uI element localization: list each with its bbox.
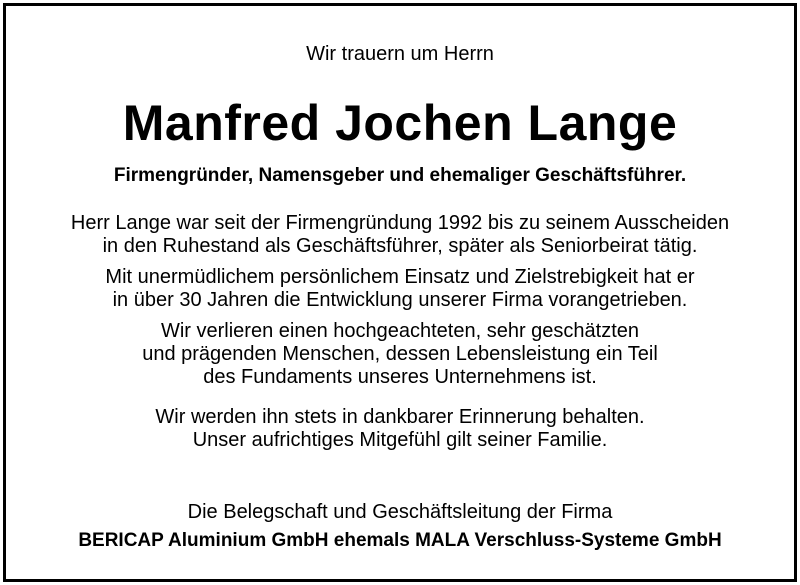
signature-line: Die Belegschaft und Geschäftsleitung der Firma	[187, 501, 613, 523]
paragraph-line: in den Ruhestand als Geschäftsführer, später als Seniorbeirat tätig.	[102, 235, 698, 257]
deceased-name: Manfred Jochen Lange	[122, 95, 678, 151]
paragraph-line: Wir verlieren einen hochgeachteten, sehr geschätzten	[160, 320, 640, 342]
role-description: Firmengründer, Namensgeber und ehemaliger Geschäftsführer.	[113, 165, 687, 186]
paragraph-line: und prägenden Menschen, dessen Lebensleistung ein Teil	[142, 343, 658, 365]
intro-text: Wir trauern um Herrn	[306, 43, 494, 65]
paragraph-line: Wir werden ihn stets in dankbarer Erinnerung behalten.	[155, 406, 645, 428]
paragraph-line: Mit unermüdlichem persönlichem Einsatz und Zielstrebigkeit hat er	[105, 266, 695, 288]
paragraph-line: Unser aufrichtiges Mitgefühl gilt seiner Familie.	[192, 429, 608, 451]
company-name: BERICAP Aluminium GmbH ehemals MALA Verschluss-Systeme GmbH	[78, 530, 722, 551]
paragraph-line: in über 30 Jahren die Entwicklung unserer Firma vorangetrieben.	[112, 289, 688, 311]
paragraph-career	[6, 212, 794, 258]
paragraph-condolence	[6, 406, 794, 452]
paragraph-line: Herr Lange war seit der Firmengründung 1992 bis zu seinem Ausscheiden	[70, 212, 730, 234]
obituary-notice	[3, 3, 797, 582]
paragraph-line: des Fundaments unseres Unternehmens ist.	[203, 366, 597, 388]
paragraph-tribute	[6, 320, 794, 389]
paragraph-commitment	[6, 266, 794, 312]
